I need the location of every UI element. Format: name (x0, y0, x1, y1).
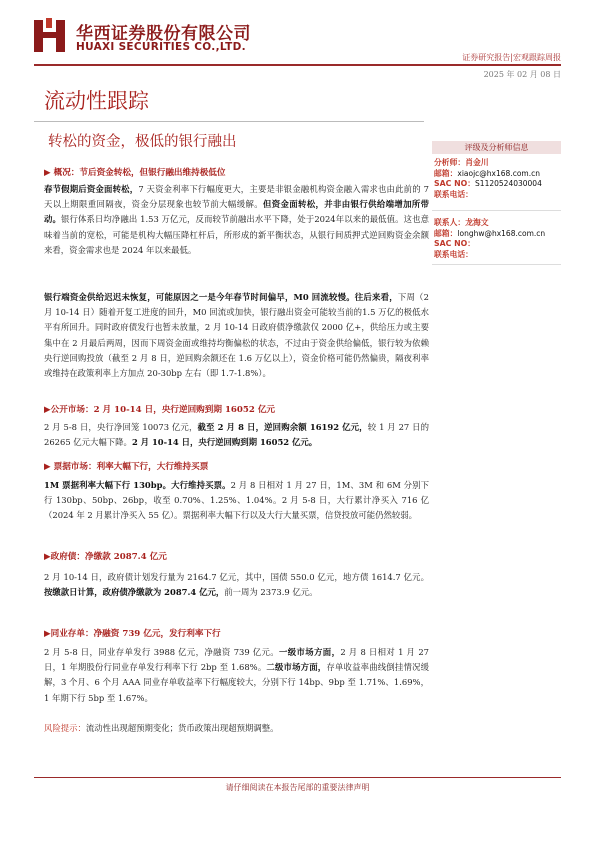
legal-notice: 请仔细阅读在本报告尾部的重要法律声明 (225, 783, 370, 792)
title-divider (34, 121, 424, 122)
report-date: 2025 年 02 月 08 日 (483, 70, 561, 79)
report-type: 证券研究报告|宏观跟踪周报 (462, 53, 561, 62)
sidebar-divider (432, 264, 561, 265)
contact-card: 联系人：龙海文 邮箱：longhw@hx168.com.cn SAC NO： 联系电话： (434, 218, 546, 259)
section-overview-heading: ▶ 概况：节后资金转松，但银行融出维持极低位 (44, 168, 226, 178)
contact-name: 龙海文 (465, 218, 489, 227)
section-gov-bond-heading: ▶政府债：净缴款 2087.4 亿元 (44, 552, 167, 562)
analyst-name: 肖金川 (465, 158, 489, 167)
footer-divider (34, 777, 561, 778)
section-open-market-heading: ▶公开市场：2 月 10-14 日，央行逆回购到期 16052 亿元 (44, 405, 276, 415)
analyst-sac: S1120524030004 (475, 179, 542, 189)
section-ncd-heading: ▶同业存单：净融资 739 亿元，发行利率下行 (44, 629, 221, 639)
contact-email[interactable]: longhw@hx168.com.cn (457, 228, 546, 238)
gov-bond-paragraph: 2 月 10-14 日，政府债计划发行量为 2164.7 亿元，其中，国债 550.0 亿元，地方债 1614.7 亿元。按缴款日计算，政府债净缴款为 2087.4 亿元，前一周为 2373.9 亿元。 (44, 572, 429, 598)
analyst-info-heading: 评级及分析师信息 (432, 141, 561, 154)
huaxi-logo-icon (34, 18, 68, 52)
overview-paragraph-1: 春节假期后资金面转松，7 天资金利率下行幅度更大，主要是非银金融机构资金融入需求也由此前的 7 天以上期限重回隔夜，资金分层现象也较节前大幅缓解。但资金面转松，并非由银行供给端增加所带动。银行体系日均净融出 1.53 万亿元，反而较节前融出水平下降，处于2024年以来的最低值。这也意味着当前的宽松，可能是机构大幅压降杠杆后，所形成的新平衡状态，从银行间质押式逆回购资金余额来看，资金需求也是 2024 年以来最低。 (44, 184, 430, 255)
header-divider (34, 64, 561, 66)
bill-market-paragraph: 1M 票据利率大幅下行 130bp。大行维持买票。2 月 8 日相对 1 月 27 日，1M、3M 和 6M 分别下行 130bp、50bp、26bp，收至 0.70%、1.25%、1.04%。2 月 5-8 日，大行累计净买入 716 亿（2024 年 2 月累计净买入 55 亿）。票据利率大幅下行以及大行大量买票，信贷投放可能仍然较弱。 (44, 480, 429, 521)
company-name-en: HUAXI SECURITIES CO.,LTD. (76, 41, 246, 53)
company-name-cn: 华西证券股份有限公司 (76, 24, 251, 44)
document-subtitle: 转松的资金，极低的银行融出 (48, 134, 237, 150)
analyst-email[interactable]: xiaojc@hx168.com.cn (457, 168, 540, 178)
document-title: 流动性跟踪 (44, 89, 149, 113)
section-bill-market-heading: ▶ 票据市场：利率大幅下行，大行维持买票 (44, 462, 209, 472)
analyst-card: 分析师：肖金川 邮箱：xiaojc@hx168.com.cn SAC NO：S1120524030004 联系电话： (434, 158, 542, 199)
open-market-paragraph: 2 月 5-8 日，央行净回笼 10073 亿元，截至 2 月 8 日，逆回购余额 16192 亿元，较 1 月 27 日的 26265 亿元大幅下降。2 月 10-14 日，央行逆回购到期 16052 亿元。 (44, 422, 429, 448)
overview-paragraph-2: 银行端资金供给迟迟未恢复，可能原因之一是今年春节时间偏早，M0 回流较慢。往后来看，下周（2 月 10-14 日）随着开复工进度的回升，M0 回流或加快，银行融出资金可能较当前的1.5 万亿的极低水平有所回升。同时政府债发行也暂未放量，2 月 10-14 日政府债净缴款仅 2000 亿+，供给压力或主要集中在 2 月最后两周，因而下周资金面或维持均衡偏松的状态，不过由于资金供给偏低，银行较为依赖央行逆回购投放（截至 2 月 8 日，逆回购余额还在 1.6 万亿以上），资金价格可能仍然偏贵，隔夜利率或维持在政策利率上方加点 20-30bp 左右（即 1.7-1.8%）。 (44, 292, 429, 379)
sidebar-divider (432, 210, 561, 211)
ncd-paragraph: 2 月 5-8 日，同业存单发行 3988 亿元，净融资 739 亿元。一级市场方面，2 月 8 日相对 1 月 27 日，1 年期股份行同业存单发行利率下行 2bp 至 1.68%。二级市场方面，存单收益率曲线倒挂情况缓解，3 个月、6 个月 AAA 同业存单收益率下行幅度较大，分别下行 14bp、9bp 至 1.71%、1.69%，1 年期下行 5bp 至 1.67%。 (44, 647, 430, 703)
risk-warning: 风险提示：流动性出现超预期变化；货币政策出现超预期调整。 (44, 723, 279, 733)
